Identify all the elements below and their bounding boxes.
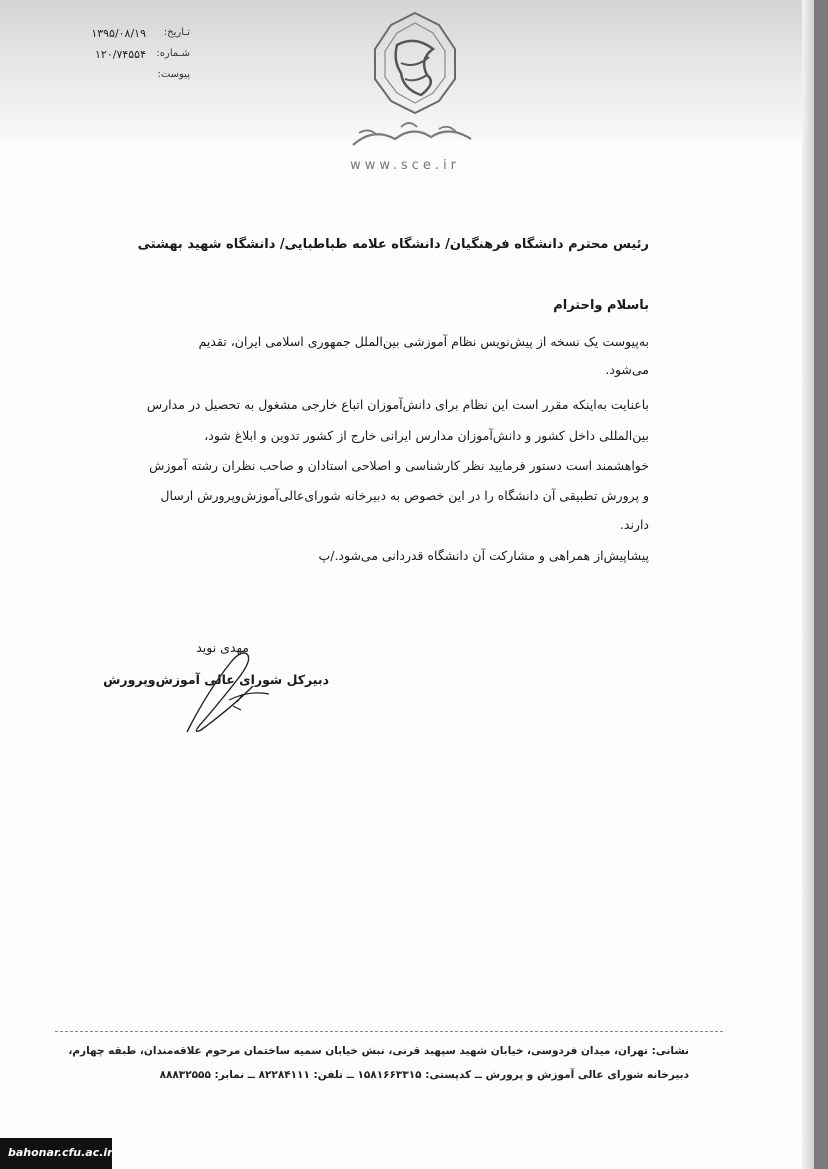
handwritten-signature <box>175 640 285 740</box>
body-line: و پرورش تطبیقی آن دانشگاه را در این خصوص به دبیرخانه شورای‌عالی‌آموزش‌وپرورش ارسال <box>160 488 649 503</box>
signer-title: دبیرکل شورای عالی آموزش‌وپرورش <box>103 672 329 687</box>
attachment-row <box>70 69 190 90</box>
date-row <box>70 27 190 48</box>
date-label: تـاریخ: <box>163 27 190 38</box>
number-label: شـماره: <box>156 48 190 59</box>
footer-contact: دبیرخانه شورای عالی آموزش و پرورش ــ کدپستی: ۱۵۸۱۶۶۳۳۱۵ ــ تلفن: ۸۲۲۸۴۱۱۱ ــ نمابر: ۸۸۸۳۲۵۵۵ <box>159 1069 689 1081</box>
logo-text: شورای عالی آموزش و پرورش <box>413 133 426 134</box>
body-line: خواهشمند است دستور فرمایید نظر کارشناسی و اصلاحی استادان و صاحب نظران رشته آموزش <box>149 458 649 473</box>
recipient-line: رئیس محترم دانشگاه فرهنگیان/ دانشگاه علامه طباطبایی/ دانشگاه شهید بهشتی <box>137 237 649 252</box>
scan-border <box>814 0 828 1169</box>
letter-metadata <box>70 27 190 90</box>
footer-address: نشانی: تهران، میدان فردوسی، خیابان شهید سپهبد قرنی، نبش خیابان سمیه ساختمان مرحوم علاقه‌مندان، طبقه چهارم، <box>68 1045 689 1057</box>
website-url: www.sce.ir <box>350 158 460 173</box>
page-edge-shadow <box>802 0 814 1169</box>
body-line: پیشاپیش‌از همراهی و مشارکت آن دانشگاه قدردانی می‌شود./پ <box>318 548 649 563</box>
attachment-label: پیوست: <box>157 69 190 80</box>
greeting: باسلام واحترام <box>553 298 649 313</box>
council-logo <box>335 5 490 183</box>
body-line: بین‌المللی داخل کشور و دانش‌آموزان مدارس ایرانی خارج از کشور تدوین و ابلاغ شود، <box>204 428 649 443</box>
source-watermark-text: bahonar.cfu.ac.ir <box>8 1146 113 1159</box>
source-watermark <box>0 1138 112 1169</box>
footer-divider <box>55 1031 723 1032</box>
number-row <box>70 48 190 69</box>
body-line: باعنایت به‌اینکه مقرر است این نظام برای دانش‌آموزان اتباع خارجی مشغول به تحصیل در مدارس <box>146 397 649 412</box>
body-line: می‌شود. <box>605 362 649 377</box>
signer-name: مهدی نوید <box>196 640 249 655</box>
body-line: به‌پیوست یک نسخه از پیش‌نویس نظام آموزشی بین‌الملل جمهوری اسلامی ایران، تقدیم <box>198 334 649 349</box>
number-value: ۱۲۰/۷۴۵۵۴ <box>95 48 146 61</box>
date-value: ۱۳۹۵/۰۸/۱۹ <box>91 27 146 40</box>
body-line: دارند. <box>619 517 649 532</box>
